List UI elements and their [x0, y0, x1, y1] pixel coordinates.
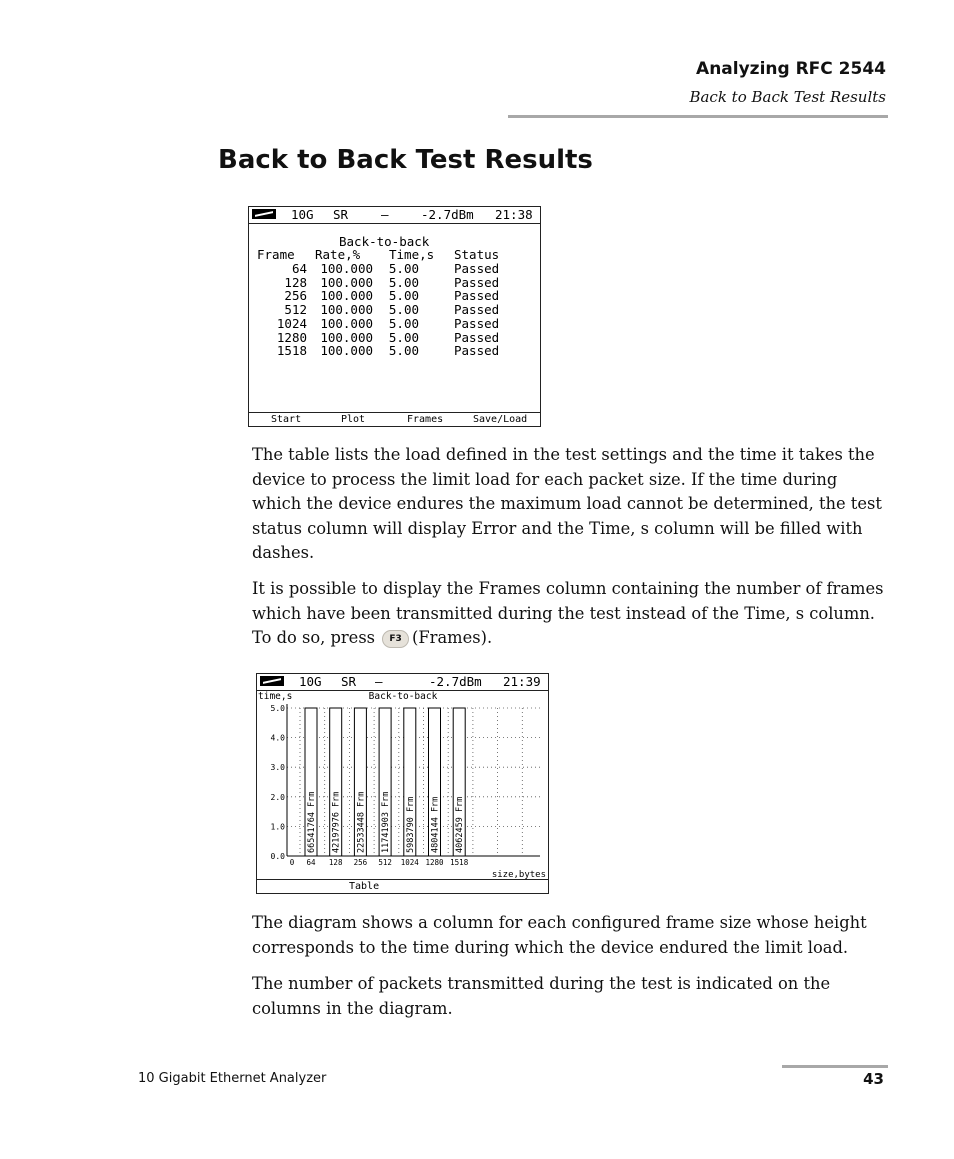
paragraph-table-description: The table lists the load defined in the test settings and the time it takes the device to process the limit load for each packet size. If the time during which the device endures the maximum load cannot be determined, the test status column will display Error and the Time, s column will be filled with dashes. — [252, 445, 882, 563]
y-tick-label: 4.0 — [270, 733, 285, 743]
results-plot-screen — [256, 673, 549, 894]
status-time: 21:38 — [495, 207, 533, 222]
table-cell: 256 — [284, 288, 307, 304]
table-cell: 5.00 — [388, 329, 419, 345]
fkey-start[interactable]: Start — [271, 414, 302, 425]
paragraph-diagram-description: The diagram shows a column for each configured frame size whose height corresponds to the time during which the device endured the limit load. — [252, 913, 867, 957]
table-cell: 100.000 — [320, 329, 373, 345]
section-subtitle: Back to Back Test Results — [689, 88, 886, 106]
table-cell: Passed — [454, 343, 500, 359]
column-header: Rate,% — [315, 247, 361, 262]
table-cell: Passed — [454, 288, 500, 304]
bar-label: 4062459 Frm — [455, 796, 466, 853]
table-cell: Passed — [454, 329, 500, 345]
bar-label: 11741903 Frm — [381, 791, 392, 853]
table-cell: 1518 — [276, 343, 307, 359]
paragraph-packets-note: The number of packets transmitted during the test is indicated on the columns in the diagram. — [252, 974, 831, 1018]
x-tick-label: 1518 — [450, 858, 469, 867]
link-icon — [260, 676, 284, 686]
status-time: 21:39 — [503, 674, 541, 689]
function-key-bar — [257, 879, 548, 893]
status-mode: SR — [333, 207, 349, 222]
page-number: 43 — [863, 1070, 884, 1088]
table-title: Back-to-back — [339, 234, 430, 249]
paragraph-frames-column — [252, 577, 884, 651]
status-power: -2.7dBm — [429, 674, 482, 689]
status-rate: 10G — [299, 674, 322, 689]
table-cell: 100.000 — [320, 288, 373, 304]
function-key-bar — [249, 412, 540, 426]
table-cell: 1280 — [276, 329, 307, 345]
table-cell: Passed — [454, 261, 500, 276]
status-power: -2.7dBm — [421, 207, 474, 222]
table-cell: Passed — [454, 274, 500, 290]
table-cell: 5.00 — [388, 261, 419, 276]
table-cell: 100.000 — [320, 261, 373, 276]
status-bar — [249, 207, 540, 224]
table-cell: 100.000 — [320, 274, 373, 290]
bar-label: 66541764 Frm — [307, 791, 317, 853]
table-cell: 5.00 — [388, 274, 419, 290]
f3-key-icon: F3 — [382, 630, 409, 648]
y-tick-label: 3.0 — [270, 763, 285, 773]
table-cell: 5.00 — [388, 315, 419, 331]
table-cell: 128 — [284, 274, 307, 290]
bar-label: 5983790 Frm — [405, 796, 416, 853]
x-tick-label: 1024 — [400, 858, 419, 867]
results-table-screen — [248, 206, 541, 427]
x-tick-label: 64 — [306, 858, 316, 867]
header-rule — [508, 115, 888, 118]
footer-rule — [782, 1065, 888, 1068]
paragraph-frames-text: It is possible to display the Frames column containing the number of frames which have been transmitted during the test instead of the Time, s column. To do so, press — [252, 579, 884, 648]
table-cell: 5.00 — [388, 288, 419, 304]
status-dash: – — [375, 674, 383, 689]
column-header: Status — [454, 247, 500, 262]
y-tick-label: 2.0 — [270, 792, 285, 802]
bar-label: 4804144 Frm — [430, 796, 441, 853]
fkey-table[interactable]: Table — [349, 881, 380, 892]
table-cell: 100.000 — [320, 343, 373, 359]
y-tick-label: 5.0 — [270, 704, 285, 713]
link-icon — [252, 209, 276, 219]
x-axis-label: size,bytes — [491, 870, 546, 880]
table-cell: Passed — [454, 302, 500, 318]
status-bar — [257, 674, 548, 691]
bar-label: 22533448 Frm — [356, 791, 367, 853]
x-origin-label: 0 — [289, 858, 295, 867]
x-tick-label: 1280 — [425, 858, 444, 867]
y-axis-label: time,s — [258, 691, 293, 702]
fkey-save-load[interactable]: Save/Load — [473, 414, 528, 425]
chapter-title: Analyzing RFC 2544 — [696, 59, 886, 79]
chart-title: Back-to-back — [368, 691, 438, 702]
column-header: Time,s — [389, 247, 435, 262]
status-rate: 10G — [291, 207, 314, 222]
status-mode: SR — [341, 674, 357, 689]
x-tick-label: 256 — [353, 858, 368, 867]
footer-product: 10 Gigabit Ethernet Analyzer — [138, 1071, 327, 1086]
table-cell: 100.000 — [320, 315, 373, 331]
table-cell: 5.00 — [388, 302, 419, 318]
table-cell: 512 — [284, 302, 307, 318]
x-tick-label: 512 — [378, 858, 392, 867]
y-tick-label: 1.0 — [270, 822, 285, 832]
table-cell: 100.000 — [320, 302, 373, 318]
status-dash: – — [381, 207, 389, 222]
fkey-frames[interactable]: Frames — [407, 414, 444, 425]
table-cell: 5.00 — [388, 343, 419, 359]
table-cell: 64 — [291, 261, 307, 276]
column-header: Frame — [257, 247, 295, 262]
paragraph-frames-suffix: (Frames). — [412, 628, 493, 648]
table-cell: Passed — [454, 315, 500, 331]
page-title: Back to Back Test Results — [218, 145, 593, 175]
fkey-plot[interactable]: Plot — [341, 414, 366, 425]
table-cell: 1024 — [276, 315, 307, 331]
y-tick-label: 0.0 — [270, 852, 285, 861]
back-to-back-chart — [257, 690, 548, 880]
x-tick-label: 128 — [328, 858, 343, 867]
bar-label: 42197976 Frm — [331, 791, 342, 853]
